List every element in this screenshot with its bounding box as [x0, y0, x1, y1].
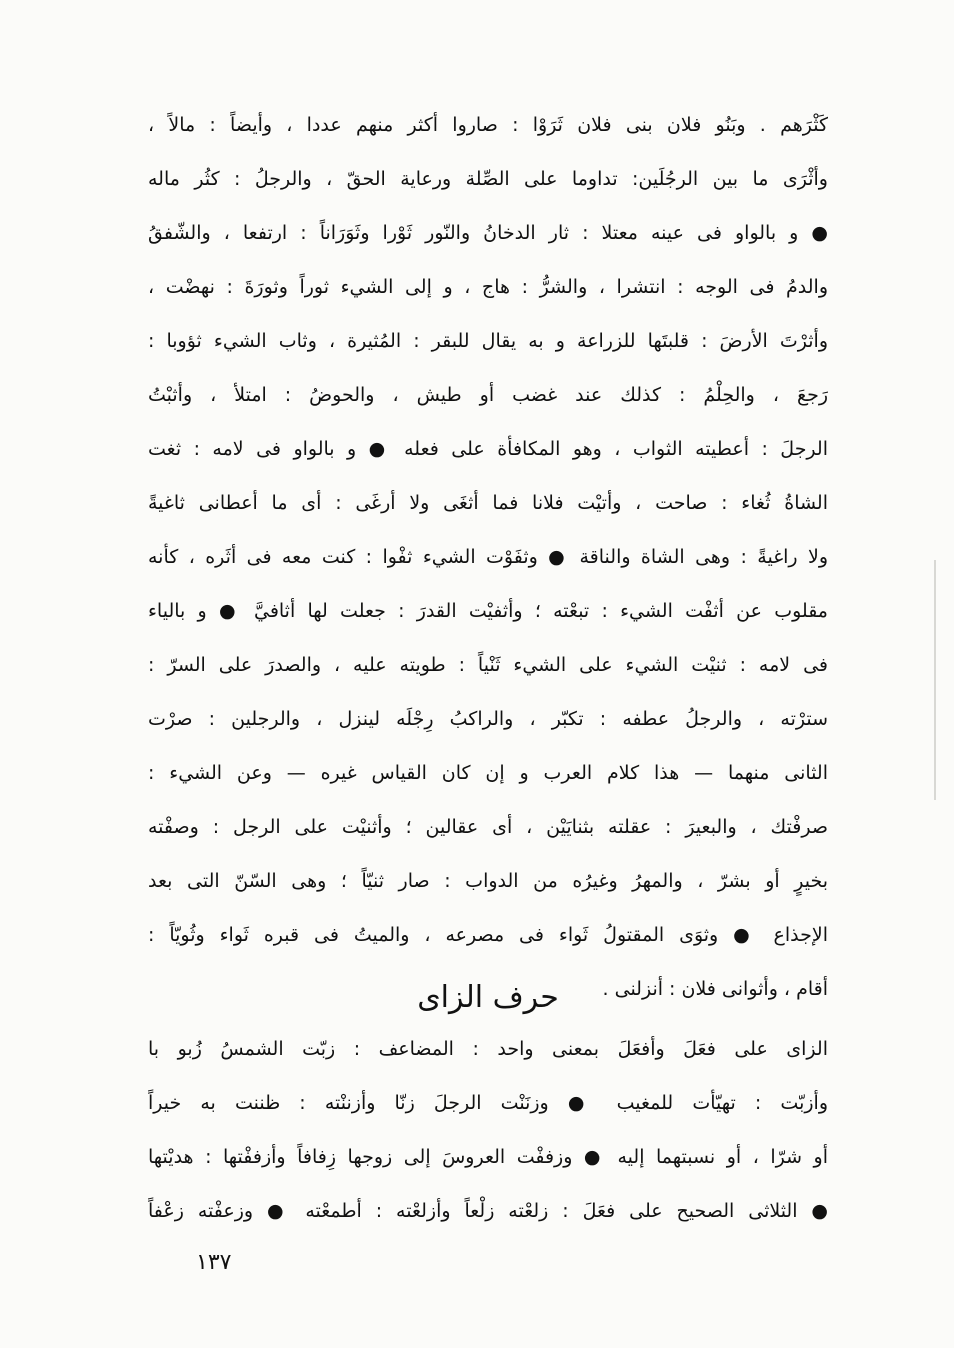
text-line: ● الثلاثى الصحيح على فعَلَ : زلعْته زلْعاً وأزلعْته : أطمعْته ● وزعفْته زعْفاً: [148, 1200, 828, 1222]
paragraph-1: [148, 98, 828, 1016]
text-line: بخيرٍ أو بشرّ ، والمهرُ وغيرُه من الدواب : صار ثنيّاً ؛ وهى السّنّ التى بعد: [148, 870, 828, 892]
text-line: الإجذاع ● وثوَى المقتولُ ثَواء فى مصرعه ، والميتُ فى قبره ثَواء وثُويّاً :: [148, 924, 828, 946]
text-line: وأثرْتَ الأرضَ : قلبتَها للزراعة و به يقال للبقر : المُثيرة ، وثاب الشيء ثؤوبا :: [148, 330, 828, 352]
text-line: فى لامه : ثنيْت الشيء على الشيء ثَنْياً : طويته عليه ، والصدرَ على السرّ :: [148, 654, 828, 676]
text-line: وأثْرَى ما بين الرجُلَين: تداوما على الصِّلة ورعاية الحقّ ، والرجلُ : كثُر ماله: [148, 168, 828, 190]
text-line: والدمُ فى الوجه : انتشرا ، والشرُّ : هاج ، و إلى الشيء ثوراً وثورَةَ : نهضْت ،: [148, 276, 828, 298]
text-line: أقام ، وأثوانى فلان : أنزلنى .: [602, 978, 828, 1000]
text-line: ● و بالواو فى عينه معتلا : ثار الدخانُ والنّور ثَوْرا وثَوَرَاناً : ارتفعا ، والشّفقُ: [148, 222, 828, 244]
text-line: وأزبّت : تهيّأت للمغيب ● وزنَنْت الرجلَ زنّا وأزننْته : ظننت به خيراً: [148, 1092, 828, 1114]
text-line: سترْته ، والرجلُ عطفه : تكبّر ، والراكبُ رِجْلَه لينزل ، والرجلين : صرْت: [148, 708, 828, 730]
text-line: الشاةُ ثُغاء : صاحت ، وأتيْت فلانا فما أثغَى ولا أرغَى : أى ما أعطانى ثاغيةً: [148, 492, 828, 514]
text-line: الرجلَ : أعطيته الثواب ، وهو المكافأة على فعله ● و بالواو فى لامه : ثغت: [148, 438, 828, 460]
text-line: كَثْرَهم . وبَنُو فلان بنى فلان ثَرَوْا : صاروا أكثر منهم عددا ، وأيضاً : مالاً ،: [148, 114, 828, 136]
scan-edge-mark: [934, 560, 936, 800]
text-line: ولا راغيةً : وهى الشاة والناقة ● وثفَوْت الشيء ثفْوا : كنت معه فى أثَره ، كأنه: [148, 546, 828, 568]
page-number: ١٣٧: [196, 1250, 232, 1275]
text-line: الزاى على فعَلَ وأفعَلَ بمعنى واحد : المضاعف : زبّت الشمسُ زُبو با: [148, 1038, 828, 1060]
text-line: مقلوب عن أثفْت الشيء : تبعْته ؛ وأثفيْت القدرَ : جعلت لها أثافيَّ ● و بالياء: [148, 600, 828, 622]
text-line: أو شرّا ، أو نسبتهما إليه ● وزففْت العروسَ إلى زوجها زِفافاً وأزففْتها : هديْتها: [148, 1146, 828, 1168]
section-heading: حرف الزاى: [417, 980, 559, 1015]
paragraph-2: [148, 1022, 828, 1238]
text-line: رَجعَ ، والحِلْمُ : كذلك عند غضب أو طيش ، والحوضُ : امتلأ ، وأثبْتُ: [148, 384, 828, 406]
text-line: صرفْتك ، والبعيرَ : عقلته بثنايَيْن ، أى عقالين ؛ وأثنيْت على الرجل : وصفْته: [148, 816, 828, 838]
text-line: الثانى منهما — هذا كلام العرب و إن كان القياس غيره — وعن الشيء :: [148, 762, 828, 784]
